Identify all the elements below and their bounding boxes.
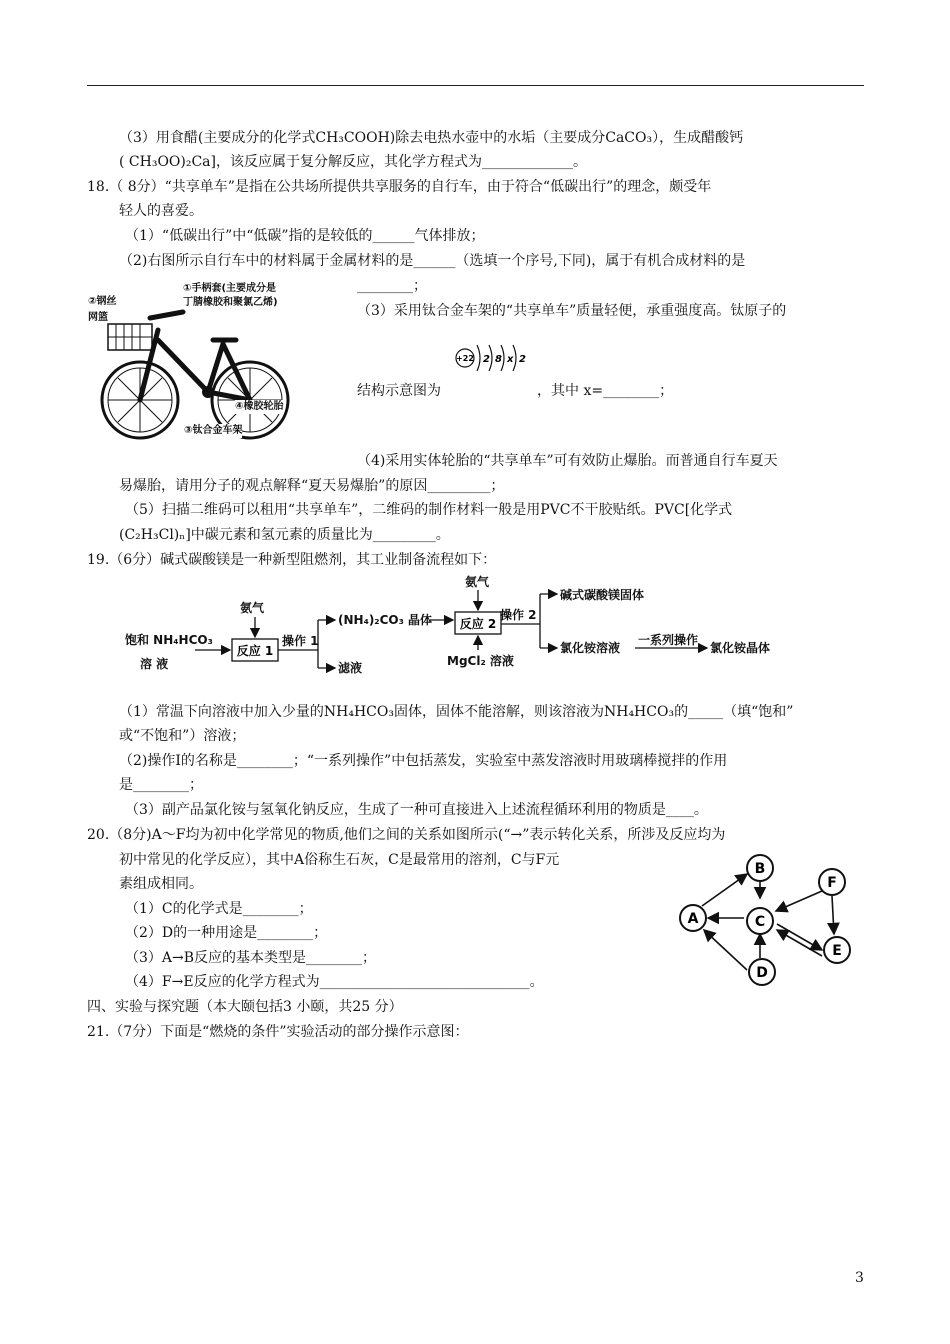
bicycle-figure (88, 282, 318, 454)
atom-shell-1: 2 (483, 354, 490, 365)
q18-part1: （1）“低碳出行”中“低碳”指的是较低的______气体排放； (125, 228, 485, 244)
flow-ammonia-2: 氨气 (465, 575, 490, 589)
q18-part2: （2)右图所示自行车中的材料属于金属材料的是______（选填一个序号,下同)，属于有机合成材料的是 (119, 253, 746, 269)
flow-series-ops: 一系列操作 (638, 633, 699, 647)
q18-part3-pre: 结构示意图为 (357, 383, 441, 399)
flow-op1-label: 操作 1 (282, 634, 319, 648)
header-rule (87, 85, 864, 86)
graph-label-D: D (756, 965, 768, 981)
process-flow-diagram (120, 572, 800, 682)
q18-part4-line2: 易爆胎，请用分子的观点解释“夏天易爆胎”的原因_________； (119, 478, 505, 494)
q20-part1: （1）C的化学式是________； (125, 901, 313, 917)
flow-crystal: (NH₄)₂CO₃ 晶体 (338, 613, 433, 627)
q18-part5-line1: （5）扫描二维码可以租用“共享单车”，二维码的制作材料一般是用PVC不干胶贴纸。PVC[化学式 (125, 502, 733, 518)
q18-part2-cont: ________； (357, 278, 427, 294)
bike-label-basket: ②钢丝 网篮 (88, 296, 117, 323)
bike-label-handle: ①手柄套(主要成分是 丁腈橡胶和聚氯乙烯) (183, 283, 278, 308)
relation-graph (672, 846, 862, 994)
atom-shell-3: x (507, 354, 514, 365)
graph-label-F: F (827, 875, 837, 891)
q19-part1-line1: （1）常温下向溶液中加入少量的NH₄HCO₃固体，固体不能溶解，则该溶液为NH₄HCO₃的_____（填“饱和” (119, 704, 794, 720)
q19-heading: 19.（6分）碱式碳酸镁是一种新型阻燃剂，其工业制备流程如下： (87, 552, 497, 568)
q18-part3-line1: （3）采用钛合金车架的“共享单车”质量轻便，承重强度高。钛原子的 (357, 303, 787, 319)
q17-3-line1: （3）用食醋(主要成分的化学式CH₃COOH)除去电热水壶中的水垢（主要成分CaCO₃），生成醋酸钙 (119, 130, 744, 146)
titanium-atom-diagram (455, 340, 535, 376)
atom-shell-2: 8 (495, 354, 502, 365)
flow-nh4cl-solution: 氯化铵溶液 (560, 641, 621, 655)
q20-heading: 20.（8分)A～F均为初中化学常见的物质,他们之间的关系如图所示(“→”表示转化关系，所涉及反应均为 (87, 827, 726, 843)
flow-input-line2: 溶 液 (140, 657, 169, 671)
bike-label-frame: ③钛合金车架 (184, 425, 243, 436)
graph-label-B: B (754, 861, 766, 877)
q18-heading: 18.（ 8分）“共享单车”是指在公共场所提供共享服务的自行车，由于符合“低碳出行”的理念，颇受年 (87, 179, 712, 195)
q20-heading-cont: 初中常见的化学反应），其中A俗称生石灰，C是最常用的溶剂，C与F元 (119, 852, 560, 868)
q18-part3-post: ，其中 x=________； (537, 383, 674, 399)
flow-reaction2: 反应 2 (459, 617, 497, 631)
flow-op2-label: 操作 2 (500, 608, 537, 622)
q18-heading-cont: 轻人的喜爱。 (119, 203, 203, 219)
flow-mgcl2: MgCl₂ 溶液 (447, 654, 514, 668)
q17-3-line2: ( CH₃OO)₂Ca]，该反应属于复分解反应，其化学方程式为_____________。 (119, 154, 587, 170)
q20-part4: （4）F→E反应的化学方程式为______________________________。 (125, 974, 544, 990)
flow-filtrate: 滤液 (338, 661, 363, 675)
page-number: 3 (855, 1270, 864, 1286)
q20-part3: （3）A→B反应的基本类型是________； (125, 950, 377, 966)
flow-reaction1: 反应 1 (236, 644, 274, 658)
graph-label-E: E (832, 943, 842, 959)
atom-shell-4: 2 (519, 354, 526, 365)
q18-part5-line2: (C₂H₃Cl)ₙ]中碳元素和氢元素的质量比为_________。 (119, 527, 450, 543)
flow-input-line1: 饱和 NH₄HCO₃ (125, 633, 213, 647)
q21-heading: 21.（7分）下面是“燃烧的条件”实验活动的部分操作示意图： (87, 1024, 469, 1040)
q19-part2-line2: 是________； (119, 777, 203, 793)
q19-part2-line1: （2)操作I的名称是________；“一系列操作”中包括蒸发，实验室中蒸发溶液时用玻璃棒搅拌的作用 (119, 753, 728, 769)
q19-part3: （3）副产品氯化铵与氢氧化钠反应，生成了一种可直接进入上述流程循环利用的物质是____。 (125, 802, 708, 818)
atom-nucleus: +22 (456, 354, 474, 363)
q20-heading-cont2: 素组成相同。 (119, 876, 203, 892)
q19-part1-line2: 或“不饱和”）溶液； (119, 728, 246, 744)
q18-part4-line1: （4)采用实体轮胎的“共享单车”可有效防止爆胎。而普通自行车夏天 (357, 453, 778, 469)
flow-nh4cl-crystal: 氯化铵晶体 (710, 641, 771, 655)
graph-label-C: C (754, 914, 766, 930)
flow-product-basic-mgco3: 碱式碳酸镁固体 (560, 588, 645, 602)
section-4-heading: 四、实验与探究题（本大颐包括3 小颐，共25 分） (87, 999, 403, 1015)
graph-label-A: A (687, 911, 699, 927)
flow-ammonia-1: 氨气 (240, 601, 265, 615)
q20-part2: （2）D的一种用途是________； (125, 925, 328, 941)
bike-label-tire: ④橡胶轮胎 (235, 401, 284, 412)
